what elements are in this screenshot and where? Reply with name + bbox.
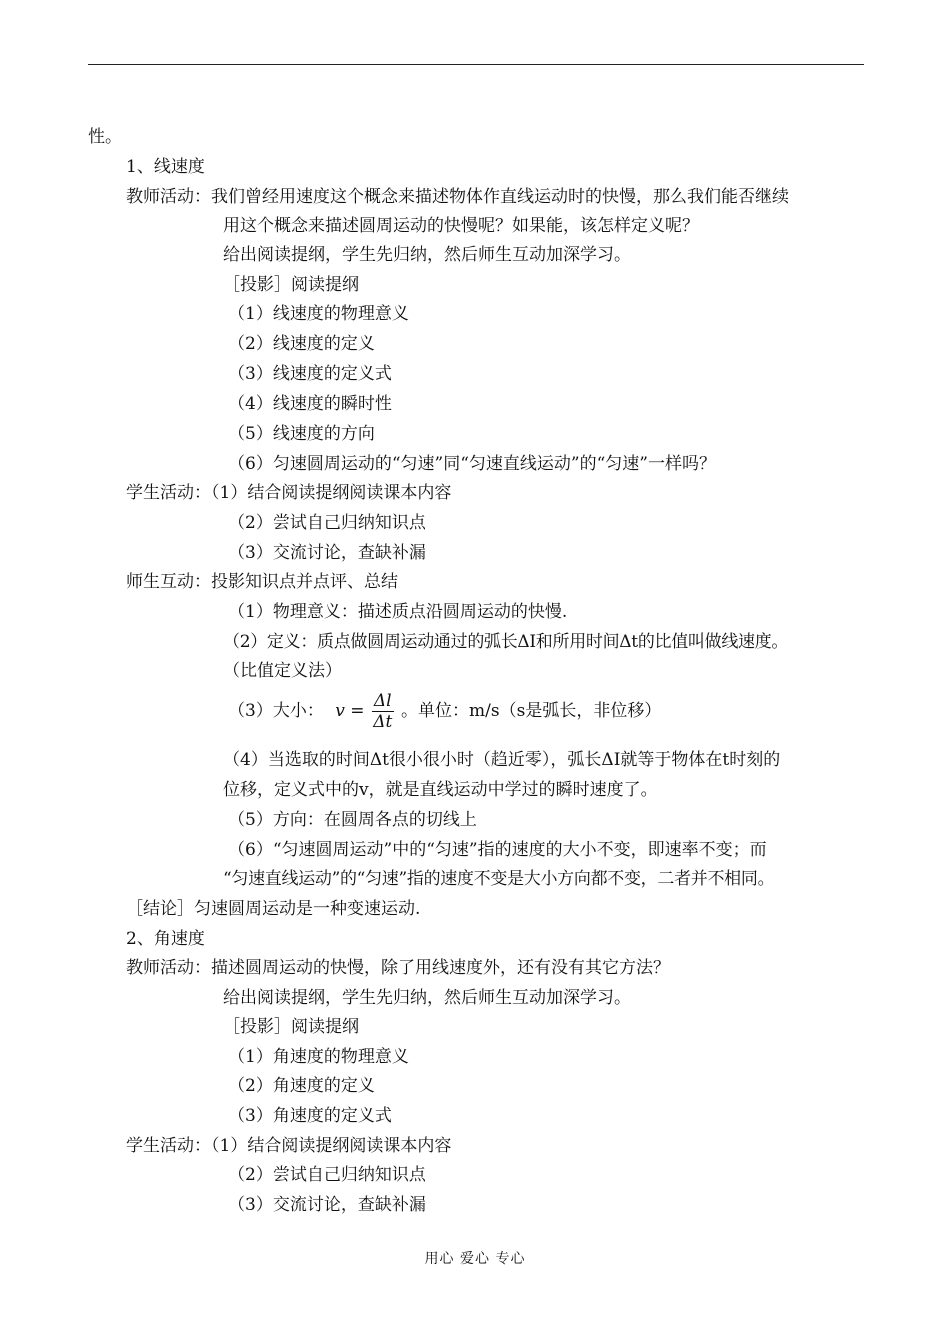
section-heading: 2、角速度 — [126, 929, 205, 949]
formula-lhs: v = — [335, 701, 365, 721]
list-item: （2）尝试自己归纳知识点 — [228, 1165, 426, 1185]
list-item: （2）角速度的定义 — [228, 1076, 375, 1096]
list-item: （4）线速度的瞬时性 — [228, 394, 392, 414]
list-item: （4）当选取的时间Δt很小很小时（趋近零），弧长ΔI就等于物体在t时刻的 — [223, 750, 781, 770]
text-line: 用这个概念来描述圆周运动的快慢呢？如果能，该怎样定义呢？ — [223, 216, 699, 236]
text-line: ［投影］阅读提纲 — [223, 1017, 359, 1037]
text-line: 性。 — [88, 127, 122, 147]
list-item: （3）交流讨论，查缺补漏 — [228, 543, 426, 563]
list-item: （1）物理意义：描述质点沿圆周运动的快慢. — [228, 602, 568, 622]
conclusion: ［结论］匀速圆周运动是一种变速运动. — [126, 899, 421, 919]
list-item: （3）交流讨论，查缺补漏 — [228, 1195, 426, 1215]
page-footer: 用心 爱心 专心 — [424, 1251, 526, 1267]
list-item: （6）匀速圆周运动的“匀速”同“匀速直线运动”的“匀速”一样吗？ — [228, 454, 716, 474]
list-item: （3）角速度的定义式 — [228, 1106, 392, 1126]
text-line: 学生活动：（1）结合阅读提纲阅读课本内容 — [126, 483, 452, 503]
formula-line — [228, 691, 661, 732]
fraction-denominator: Δt — [373, 712, 393, 732]
formula-suffix: 。单位：m/s（s是弧长，非位移） — [401, 701, 662, 721]
text-line: 学生活动：（1）结合阅读提纲阅读课本内容 — [126, 1136, 452, 1156]
text-line: 位移，定义式中的v，就是直线运动中学过的瞬时速度了。 — [223, 780, 658, 800]
list-item: （1）线速度的物理意义 — [228, 304, 409, 324]
formula-prefix: （3）大小： — [228, 701, 324, 721]
text-line: 教师活动：描述圆周运动的快慢，除了用线速度外，还有没有其它方法？ — [126, 958, 670, 978]
list-item: （2）定义：质点做圆周运动通过的弧长ΔI和所用时间Δt的比值叫做线速度。 — [223, 632, 789, 652]
list-item: （2）线速度的定义 — [228, 334, 375, 354]
text-line: 给出阅读提纲，学生先归纳，然后师生互动加深学习。 — [223, 988, 631, 1008]
fraction-numerator: Δl — [373, 691, 392, 711]
list-item: （6）“匀速圆周运动”中的“匀速”指的速度的大小不变，即速率不变；而 — [228, 840, 767, 860]
list-item: （2）尝试自己归纳知识点 — [228, 513, 426, 533]
text-line: 师生互动：投影知识点并点评、总结 — [126, 572, 398, 592]
fraction — [372, 691, 394, 732]
text-line: （比值定义法） — [223, 661, 342, 681]
list-item: （5）线速度的方向 — [228, 424, 375, 444]
text-line: 给出阅读提纲，学生先归纳，然后师生互动加深学习。 — [223, 245, 631, 265]
text-line: “匀速直线运动”的“匀速”指的速度不变是大小方向都不变，二者并不相同。 — [223, 869, 775, 889]
text-line: 教师活动：我们曾经用速度这个概念来描述物体作直线运动时的快慢，那么我们能否继续 — [126, 187, 789, 207]
text-line: ［投影］阅读提纲 — [223, 275, 359, 295]
section-heading: 1、线速度 — [126, 157, 205, 177]
list-item: （5）方向：在圆周各点的切线上 — [228, 810, 477, 830]
list-item: （3）线速度的定义式 — [228, 364, 392, 384]
header-rule — [88, 64, 864, 65]
list-item: （1）角速度的物理意义 — [228, 1047, 409, 1067]
